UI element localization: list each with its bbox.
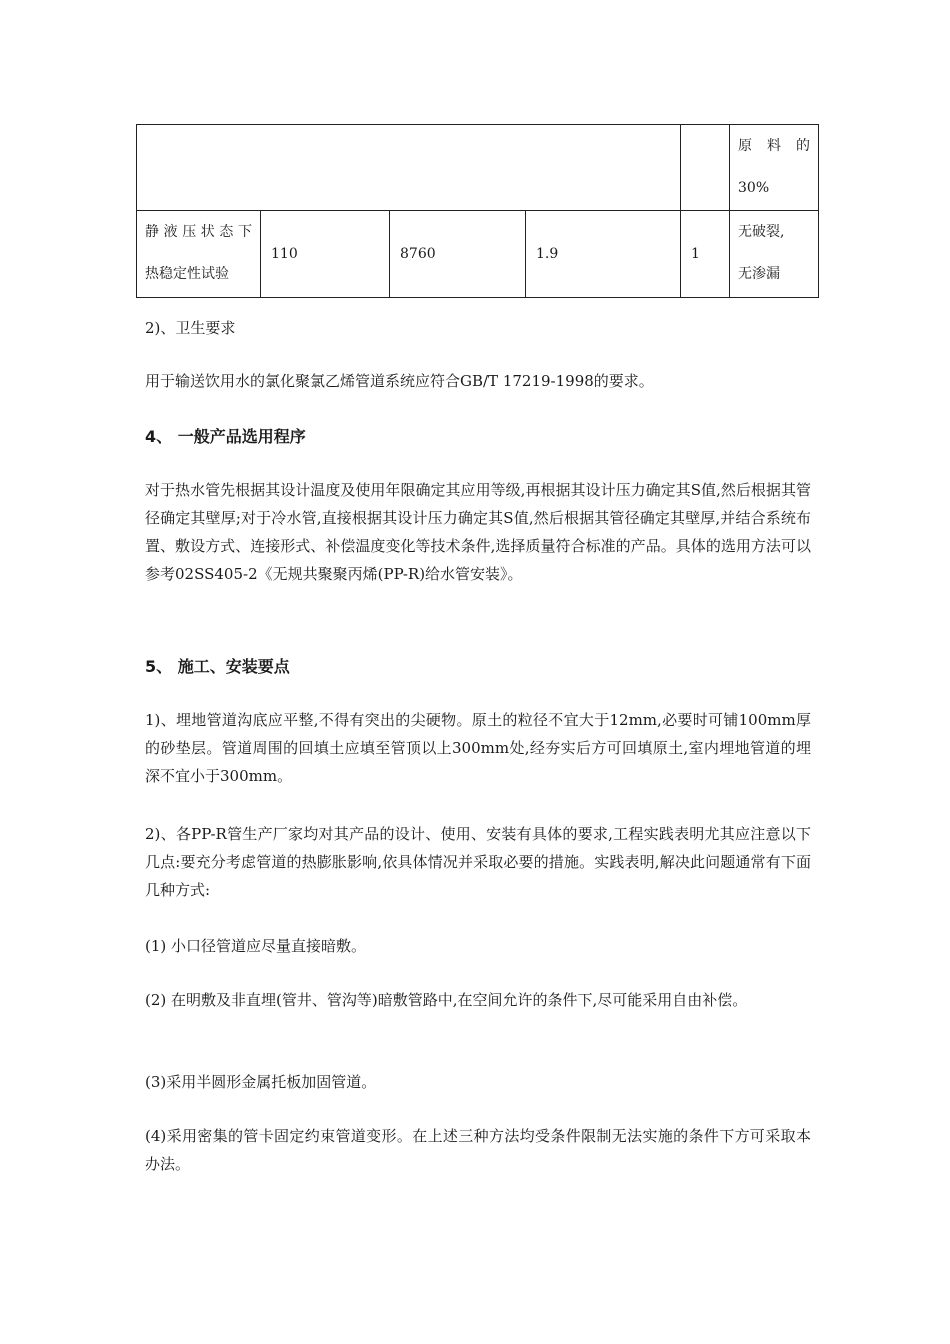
cell-text: 30% [738, 180, 770, 196]
table-cell [390, 211, 526, 298]
cell-text: 无渗漏 [738, 266, 780, 282]
method-item-1: (1) 小口径管道应尽量直接暗敷。 [145, 937, 367, 955]
heading-section-5: 5、 施工、安装要点 [145, 657, 290, 676]
cell-text: 110 [271, 246, 298, 262]
cell-text: 8760 [400, 246, 436, 262]
table-cell [730, 211, 819, 298]
cell-text: 静液压状态下 [145, 224, 252, 240]
spec-table [136, 124, 819, 298]
cell-text: 热稳定性试验 [145, 266, 229, 282]
table-cell [681, 125, 730, 211]
paragraph-section-5-1: 1)、埋地管道沟底应平整,不得有突出的尖硬物。原土的粒径不宜大于12mm,必要时可铺100mm厚的砂垫层。管道周围的回填土应填至管顶以上300mm处,经夯实后方可回填原土,室内埋地管道的埋深不宜小于300mm。 [145, 711, 811, 785]
table-cell [526, 211, 681, 298]
paragraph-hygiene: 用于输送饮用水的氯化聚氯乙烯管道系统应符合GB/T 17219-1998的要求。 [145, 372, 654, 390]
table-row [137, 125, 819, 211]
table-cell [681, 211, 730, 298]
table-cell [137, 125, 681, 211]
cell-text: 1 [691, 246, 700, 262]
subheading-hygiene: 2)、卫生要求 [145, 319, 236, 337]
paragraph-section-5-2: 2)、各PP-R管生产厂家均对其产品的设计、使用、安装有具体的要求,工程实践表明尤其应注意以下几点:要充分考虑管道的热膨胀影响,依具体情况并采取必要的措施。实践表明,解决此问题通常有下面几种方式: [145, 825, 811, 899]
table-cell [730, 125, 819, 211]
cell-text: 原 料 的 [738, 138, 810, 154]
method-item-3: (3)采用半圆形金属托板加固管道。 [145, 1073, 377, 1091]
table-cell [261, 211, 390, 298]
paragraph-section-4: 对于热水管先根据其设计温度及使用年限确定其应用等级,再根据其设计压力确定其S值,然后根据其管径确定其壁厚;对于冷水管,直接根据其设计压力确定其S值,然后根据其管径确定其壁厚,并结合系统布置、敷设方式、连接形式、补偿温度变化等技术条件,选择质量符合标准的产品。具体的选用方法可以参考02SS405-2《无规共聚聚丙烯(PP-R)给水管安装》。 [145, 481, 811, 583]
cell-text: 无破裂, [738, 224, 785, 240]
table-cell [137, 211, 261, 298]
table-row [137, 211, 819, 298]
method-item-2: (2) 在明敷及非直埋(管井、管沟等)暗敷管路中,在空间允许的条件下,尽可能采用自由补偿。 [145, 991, 748, 1009]
cell-text: 1.9 [536, 246, 559, 262]
heading-section-4: 4、 一般产品选用程序 [145, 427, 306, 446]
method-item-4: (4)采用密集的管卡固定约束管道变形。在上述三种方法均受条件限制无法实施的条件下方可采取本办法。 [145, 1127, 811, 1173]
